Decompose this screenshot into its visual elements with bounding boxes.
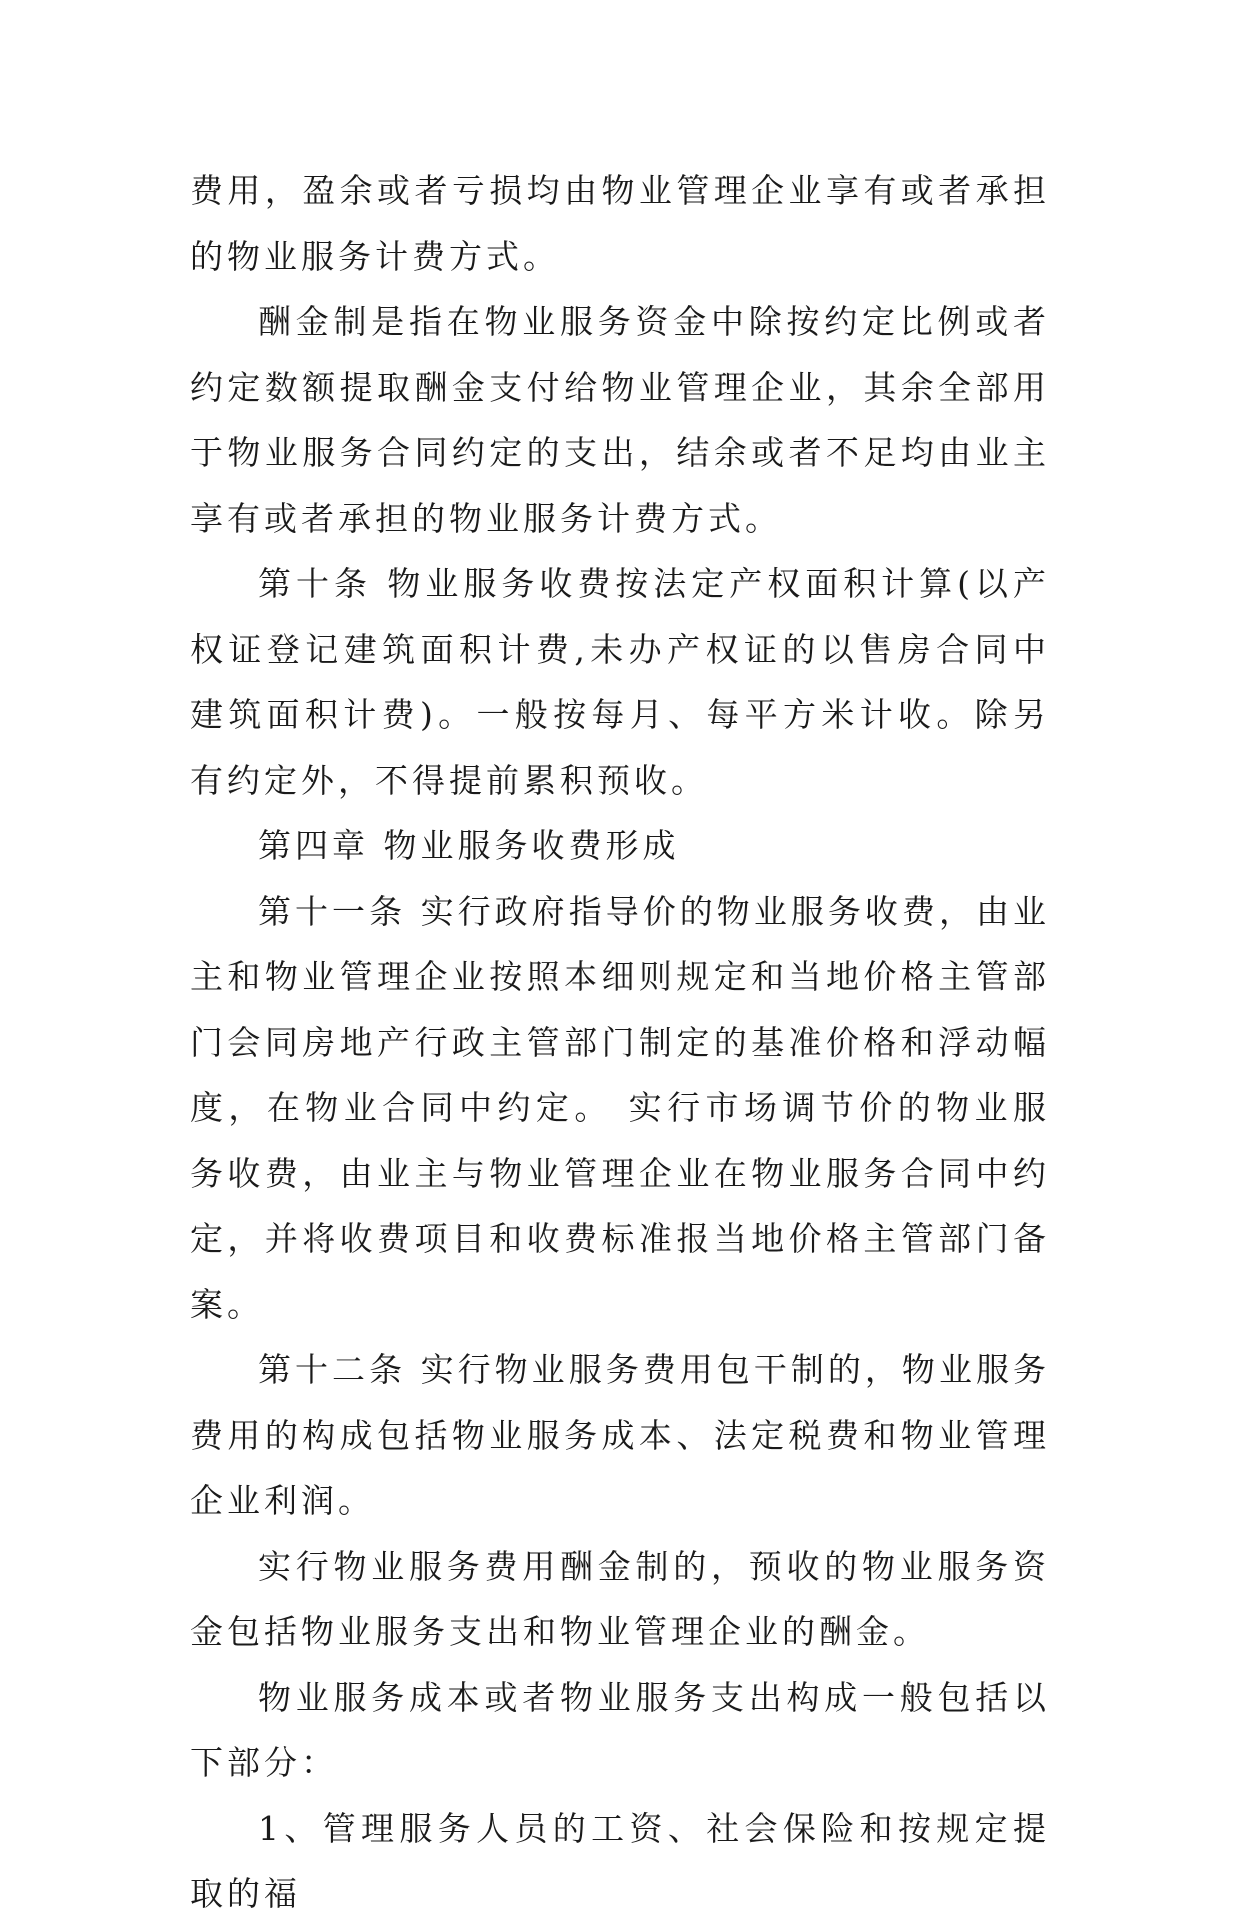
chapter-heading: 第四章 物业服务收费形成 [258,826,680,865]
paragraph-6: 第十二条 实行物业服务费用包干制的，物业服务费用的构成包括物业服务成本、法定税费和物业管理企业利润。 [190,1350,1050,1520]
paragraph-2: 酬金制是指在物业服务资金中除按约定比例或者约定数额提取酬金支付给物业管理企业，其余全部用于物业服务合同约定的支出，结余或者不足均由业主享有或者承担的物业服务计费方式。 [190,302,1050,538]
paragraph-1: 费用，盈余或者亏损均由物业管理企业享有或者承担的物业服务计费方式。 [190,171,1050,276]
document-body [190,158,1050,1927]
paragraph-5: 第十一条 实行政府指导价的物业服务收费，由业主和物业管理企业按照本细则规定和当地价格主管部门会同房地产行政主管部门制定的基准价格和浮动幅度，在物业合同中约定。 实行市场调节价的物业服务收费，由业主与物业管理企业在物业服务合同中约定，并将收费项目和收费标准报当地价格主管部门备案。 [190,891,1050,1324]
paragraph-7: 实行物业服务费用酬金制的，预收的物业服务资金包括物业服务支出和物业管理企业的酬金。 [190,1546,1050,1651]
paragraph-8: 物业服务成本或者物业服务支出构成一般包括以下部分： [190,1677,1050,1782]
paragraph-9: 1、管理服务人员的工资、社会保险和按规定提取的福 [190,1808,1050,1913]
paragraph-3: 第十条 物业服务收费按法定产权面积计算(以产权证登记建筑面积计费,未办产权证的以售房合同中建筑面积计费)。一般按每月、每平方米计收。除另有约定外，不得提前累积预收。 [190,564,1050,800]
